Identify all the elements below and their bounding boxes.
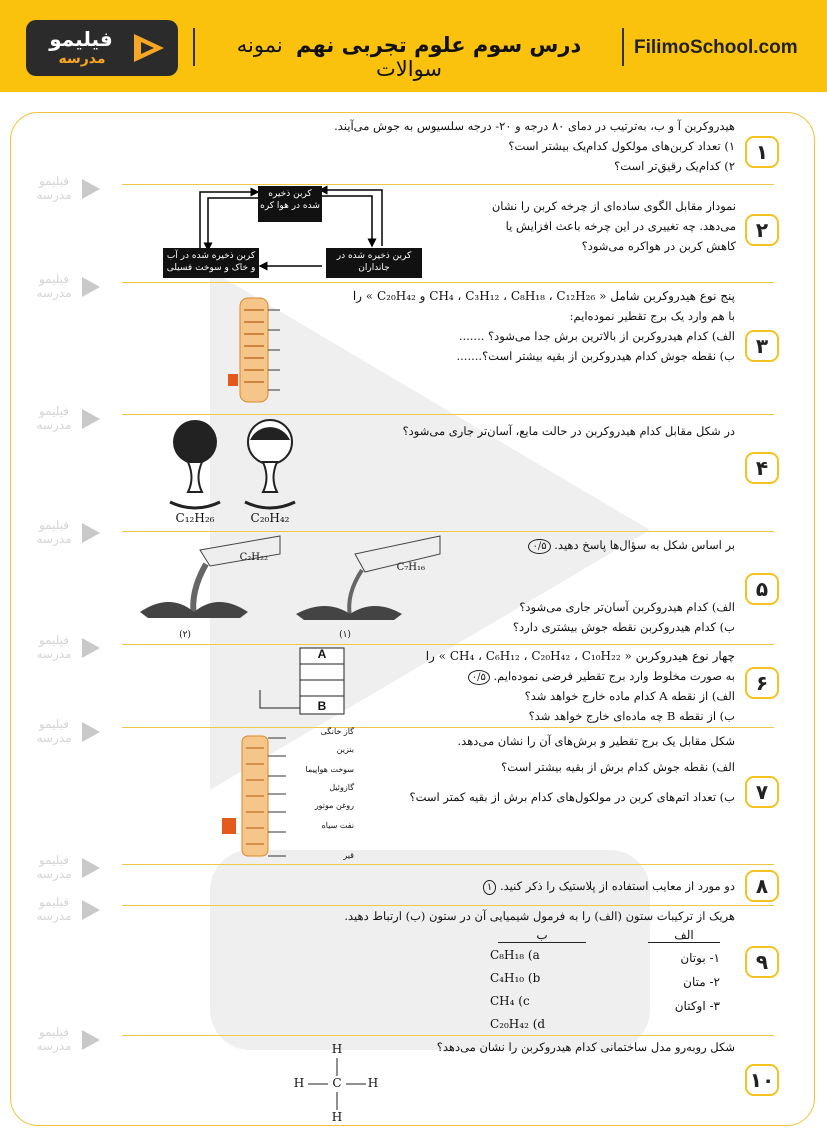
play-icon [80,177,102,201]
question-number: ۲ [745,214,779,246]
atom-label: H [331,1042,343,1056]
question-text: هریک از ترکیبات ستون (الف) را به فرمول شیمیایی آن در ستون (ب) ارتباط دهید. [344,909,735,923]
question-number: ۳ [745,330,779,362]
column-point-a: A [317,647,327,661]
header-separator [193,28,195,66]
play-icon [80,521,102,545]
site-link[interactable]: FilimoSchool.com [634,37,798,58]
side-watermark: فیلیمو مدرسه [30,717,110,747]
flask-label: C₂₀H₄₂ [250,511,290,525]
score-mark: ۰/۵ [528,539,550,554]
brand-subtitle: مدرسه [58,51,106,67]
question-number: ۷ [745,776,779,808]
question-number: ۴ [745,452,779,484]
play-icon [80,407,102,431]
question-number: ۱ [745,136,779,168]
side-watermark: فیلیمو مدرسه [30,518,110,548]
pouring-liquids-image [130,532,460,632]
question-text: در شکل مقابل کدام هیدروکربن در حالت مایع، آسان‌تر جاری می‌شود؟ [402,424,735,438]
page-title: درس سوم علوم تجربی نهم نمونه سوالات [236,33,582,81]
question-number: ۹ [745,946,779,978]
column-point-b: B [317,699,327,713]
question-text: شکل مقابل یک برج تقطیر و برش‌های آن را نشان می‌دهد. الف) نقطه جوش کدام برش از بقیه بیشتر است؟ ب) تعداد اتم‌های کربن در مولکول‌های کدام برش از بقیه کمتر است؟ [409,734,735,804]
side-watermark: فیلیمو مدرسه [30,853,110,883]
list-item: C₈H₁₈ (a [490,948,540,962]
list-item: C₄H₁₀ (b [490,971,541,985]
side-watermark: فیلیمو مدرسه [30,1025,110,1055]
question-divider [122,644,774,645]
atom-label: H [367,1076,379,1090]
play-icon [80,636,102,660]
question-text: شکل روبه‌رو مدل ساختمانی کدام هیدروکربن را نشان می‌دهد؟ [436,1040,735,1054]
list-item: C₂₀H₄₂ (d [490,1017,546,1031]
question-text: پنج نوع هیدروکربن شامل « CH₄ ، C₃H₁₂ ، C₈H₁₈ ، C₁₂H₂₆ و C₂₀H₄₂ » را با هم وارد یک برج تقطیر نموده‌ایم: الف) کدام هیدروکربن از بالاترین برش جدا می‌شود؟ ....... ب) نقطه جوش کدام هیدروکربن از بقیه بیشتر است؟....... [352,289,735,363]
cycle-box-earth: کربن ذخیره شده در آب و خاک و سوخت فسیلی [163,248,259,278]
column-b-list [490,944,586,1036]
play-icon [130,30,168,66]
liquid-label: C₇H₁₆ [396,562,425,573]
figure-label: (۲) [179,630,191,640]
cycle-box-air: کربن ذخیره شده در هوا کره [258,186,322,222]
list-item: ۲- متان [683,975,720,989]
side-watermark: فیلیمو مدرسه [30,404,110,434]
question-divider [122,282,774,283]
atom-label: C [332,1076,342,1090]
question-number: ۱۰ [745,1064,779,1096]
play-icon [80,1028,102,1052]
tower-cuts-labels: گاز خانگی بنزین سوخت هواپیما گازوئیل روغن موتور نفت سیاه قیر [305,727,354,860]
list-item: CH₄ (c [490,994,530,1008]
play-icon [80,275,102,299]
question-number: ۸ [745,870,779,902]
side-watermark: فیلیمو مدرسه [30,272,110,302]
refinery-tower-image [220,730,290,862]
play-icon [80,898,102,922]
question-text: الف) کدام هیدروکربن آسان‌تر جاری می‌شود؟ ب) کدام هیدروکربن نقطه جوش بیشتری دارد؟ [512,600,735,634]
side-watermark: فیلیمو مدرسه [30,895,110,925]
liquid-label: C₂H₂₂ [239,552,268,563]
distillation-tower-image [228,290,288,410]
brand-name: فیلیمو [49,27,113,51]
score-mark: ۱ [483,880,496,895]
column-b-header: ب [498,928,586,943]
play-icon [80,720,102,744]
column-a-list [640,946,720,1018]
side-watermark: فیلیمو مدرسه [30,633,110,663]
question-text: دو مورد از معایب استفاده از پلاستیک را ذکر کنید. ۱ [300,876,735,896]
flask-label: C₁₂H₂₆ [175,511,215,525]
cycle-box-living: کربن ذخیره شده در جانداران [326,248,422,278]
question-number: ۵ [745,573,779,605]
side-watermark: فیلیمو مدرسه [30,174,110,204]
question-number: ۶ [745,667,779,699]
question-divider [122,1035,774,1036]
list-item: ۳- اوکتان [674,999,720,1013]
figure-label: (۱) [339,630,351,640]
list-item: ۱- بوتان [680,951,720,965]
header-separator [622,28,624,66]
question-divider [122,727,774,728]
atom-label: H [331,1110,343,1124]
play-icon [80,856,102,880]
question-text: بر اساس شکل به سؤال‌ها پاسخ دهید. ۰/۵ [480,535,735,555]
question-text: چهار نوع هیدروکربن « CH₄ ، C₆H₁₂ ، C₂₀H₄₂ ، C₁₀H₂₂ » را به صورت مخلوط وارد برج تقطیر فرضی نموده‌ایم. ۰/۵ الف) از نقطه A کدام ماده خارج خواهد شد؟ ب) از نقطه B چه ماده‌ای خارج خواهد شد؟ [425,649,735,723]
brand-logo[interactable] [26,20,178,76]
column-a-header: الف [648,928,720,943]
question-divider [122,414,774,415]
viscosity-flasks-image [160,418,310,510]
score-mark: ۰/۵ [468,670,490,685]
atom-label: H [293,1076,305,1090]
question-text: نمودار مقابل الگوی ساده‌ای از چرخه کربن را نشان می‌دهد. چه تغییری در این چرخه باعث افزایش یا کاهش کربن در هواکره می‌شود؟ [491,199,736,253]
page-header [0,0,827,92]
question-text: هیدروکربن آ و ب، به‌ترتیب در دمای ۸۰ درجه و ۲۰- درجه سلسیوس به جوش می‌آیند. ۱) تعداد کربن‌های مولکول کدام‌یک بیشتر است؟ ۲) کدام‌یک رقیق‌تر است؟ [334,119,735,173]
question-divider [122,864,774,865]
